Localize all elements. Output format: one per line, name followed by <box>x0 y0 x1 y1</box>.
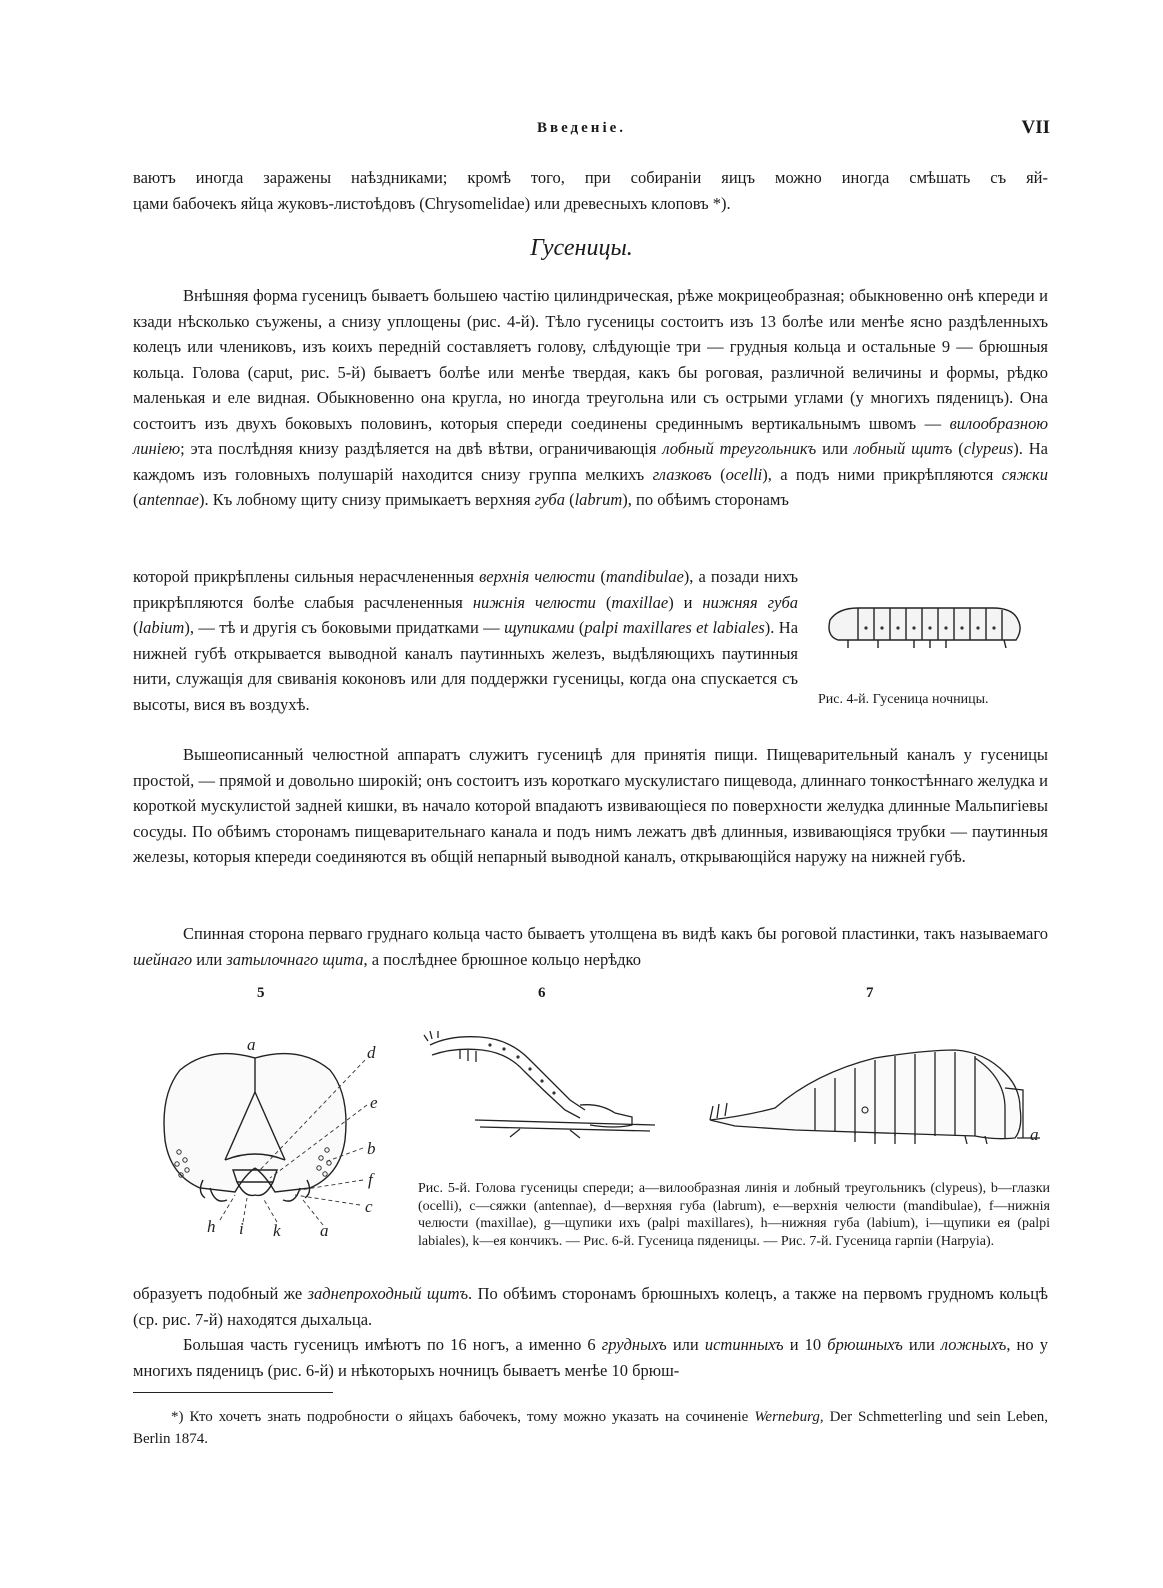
figure-6-looper-caterpillar-illustration <box>420 1025 670 1140</box>
figure-4-caption: Рис. 4-й. Гусеница ночницы. <box>818 692 989 707</box>
fig5-label-k: k <box>273 1221 281 1240</box>
figure-number-6: 6 <box>538 985 546 1001</box>
footnote-text: *) Кто хочетъ знать подробности о яйцахъ бабочекъ, тому можно указать на сочиненіе Werneburg, Der Schmetterling und sein Leben, Berlin 1874. <box>133 1409 1048 1447</box>
figure-5-head-illustration <box>155 1030 400 1245</box>
running-header <box>0 117 1163 144</box>
paragraph-2 <box>133 742 1048 870</box>
paragraph-4 <box>133 1281 1048 1332</box>
footnote <box>133 1406 1048 1450</box>
header-title: Введеніе. <box>536 120 627 136</box>
figure-number-7: 7 <box>866 985 874 1001</box>
fig5-label-f: f <box>368 1170 373 1189</box>
paragraph-3-text: Спинная сторона перваго груднаго кольца часто бываетъ утолщена въ видѣ какъ бы роговой пластинки, такъ называемаго шейнаго или затылочнаго щита, а послѣднее брюшное кольцо нерѣдко <box>133 924 1048 969</box>
section-title: Гусеницы. <box>530 235 633 261</box>
footnote-rule <box>133 1392 333 1393</box>
paragraph-2-text: Вышеописанный челюстной аппаратъ служитъ гусеницѣ для принятія пищи. Пищеварительный каналъ у гусеницы простой, — прямой и довольно широкій; онъ состоитъ изъ короткаго мускулистаго пищевода, длиннаго тонкостѣннаго желудка и короткой мускулистой задней кишки, въ начало которой впадаютъ извивающіеся по поверхности желудка длинные Мальпигіевы сосуды. По обѣимъ сторонамъ пищеварительнаго канала и подъ нимъ лежатъ двѣ длинныя, извивающіяся трубки — паутинныя железы, которыя кпереди соединяются въ общій непарный выводной каналъ, открывающійся наружу на нижней губѣ. <box>133 745 1048 866</box>
paragraph-1 <box>133 283 1048 513</box>
fig5-label-b: b <box>367 1139 376 1158</box>
figure-number-5: 5 <box>257 985 265 1001</box>
page-number: VII <box>1021 117 1050 138</box>
paragraph-1-continued-text: которой прикрѣплены сильныя нерасчлененныя верхнія челюсти (mandibulae), а позади нихъ прикрѣпляются болѣе слабыя расчлененныя нижнія челюсти (maxillae) и нижняя губа (labium), — тѣ и другія съ боковыми придатками — щупиками (palpi maxillares et labiales). На нижней губѣ открывается выводной каналъ паутинныхъ железъ, выдѣляющихъ паутинныя нити, служащія для свиванія коконовъ или для поддержки гусеницы, когда она спускается съ высоты, вися въ воздухѣ. <box>133 567 799 714</box>
fig5-label-a-top: a <box>247 1035 256 1054</box>
intro-line: цами бабочекъ яйца жуковъ-листоѣдовъ (Chrysomelidae) или древесныхъ клоповъ *). <box>133 193 731 213</box>
paragraph-5-text: Большая часть гусеницъ имѣютъ по 16 ногъ, а именно 6 грудныхъ или истинныхъ и 10 брюшныхъ или ложныхъ, но у многихъ пяденицъ (рис. 6-й) и нѣкоторыхъ ночницъ бываетъ менѣе 10 брюш- <box>133 1335 1048 1380</box>
paragraph-1-continued <box>133 564 798 717</box>
fig5-label-c: c <box>365 1197 373 1216</box>
fig5-label-i: i <box>239 1219 244 1238</box>
figure-7-harpyia-caterpillar-illustration <box>705 1028 1050 1153</box>
figure-4 <box>818 598 1048 718</box>
fig5-label-d: d <box>367 1043 376 1062</box>
paragraph-5 <box>133 1332 1048 1383</box>
paragraph-3 <box>133 921 1048 972</box>
intro-paragraph <box>133 165 1048 216</box>
figures-5-7-caption: Рис. 5-й. Голова гусеницы спереди; a—вилообразная линія и лобный треугольникъ (clypeus), b—глазки (ocelli), c—сяжки (antennae), d—верхняя губа (labrum), e—верхнія челюсти (mandibulae), f—нижнія челюсти (maxillae), g—щупики ихъ (palpi maxillares), h—нижняя губа (labium), i—щупики ея (palpi labiales), k—ея кончикъ. — Рис. 6-й. Гусеница пяденицы. — Рис. 7-й. Гусеница гарпіи (Harpyia). <box>418 1181 1050 1249</box>
caterpillar-illustration <box>818 598 1048 688</box>
intro-line: ваютъ иногда заражены наѣздниками; кромѣ того, при собираніи яицъ можно иногда смѣшать съ яй- <box>133 168 1048 187</box>
fig5-label-e: e <box>370 1093 378 1112</box>
paragraph-1-text: Внѣшняя форма гусеницъ бываетъ большею частію цилиндрическая, рѣже мокрицеобразная; обыкновенно онѣ кпереди и кзади нѣсколько съужены, а снизу уплощены (рис. 4-й). Тѣло гусеницы состоитъ изъ 13 болѣе или менѣе ясно раздѣленныхъ колецъ или члениковъ, изъ коихъ передній составляетъ голову, слѣдующіе три — грудныя кольца и остальные 9 — брюшныя кольца. Голова (caput, рис. 5-й) бываетъ болѣе или менѣе твердая, какъ бы роговая, различной величины и формы, рѣдко маленькая и еле видная. Обыкновенно она кругла, но иногда треугольна или съ острыми углами (у многихъ пяденицъ). Она состоитъ изъ двухъ боковыхъ половинъ, которыя спереди соединены срединнымъ вертикальнымъ швомъ — вилообразною линіею; эта послѣдняя книзу раздѣляется на двѣ вѣтви, ограничивающія лобный треугольникъ или лобный щитъ (clypeus). На каждомъ изъ головныхъ полушарій находится снизу группа мелкихъ глазковъ (ocelli), а подъ ними прикрѣпляются сяжки (antennae). Къ лобному щиту снизу примыкаетъ верхняя губа (labrum), по обѣимъ сторонамъ <box>133 286 1048 509</box>
fig5-label-h: h <box>207 1217 216 1236</box>
fig7-label-a: a <box>1030 1125 1039 1144</box>
fig5-label-a-bottom: a <box>320 1221 329 1240</box>
paragraph-4-text: образуетъ подобный же заднепроходный щитъ. По обѣимъ сторонамъ брюшныхъ колецъ, а также на первомъ грудномъ кольцѣ (ср. рис. 7-й) находятся дыхальца. <box>133 1284 1048 1329</box>
